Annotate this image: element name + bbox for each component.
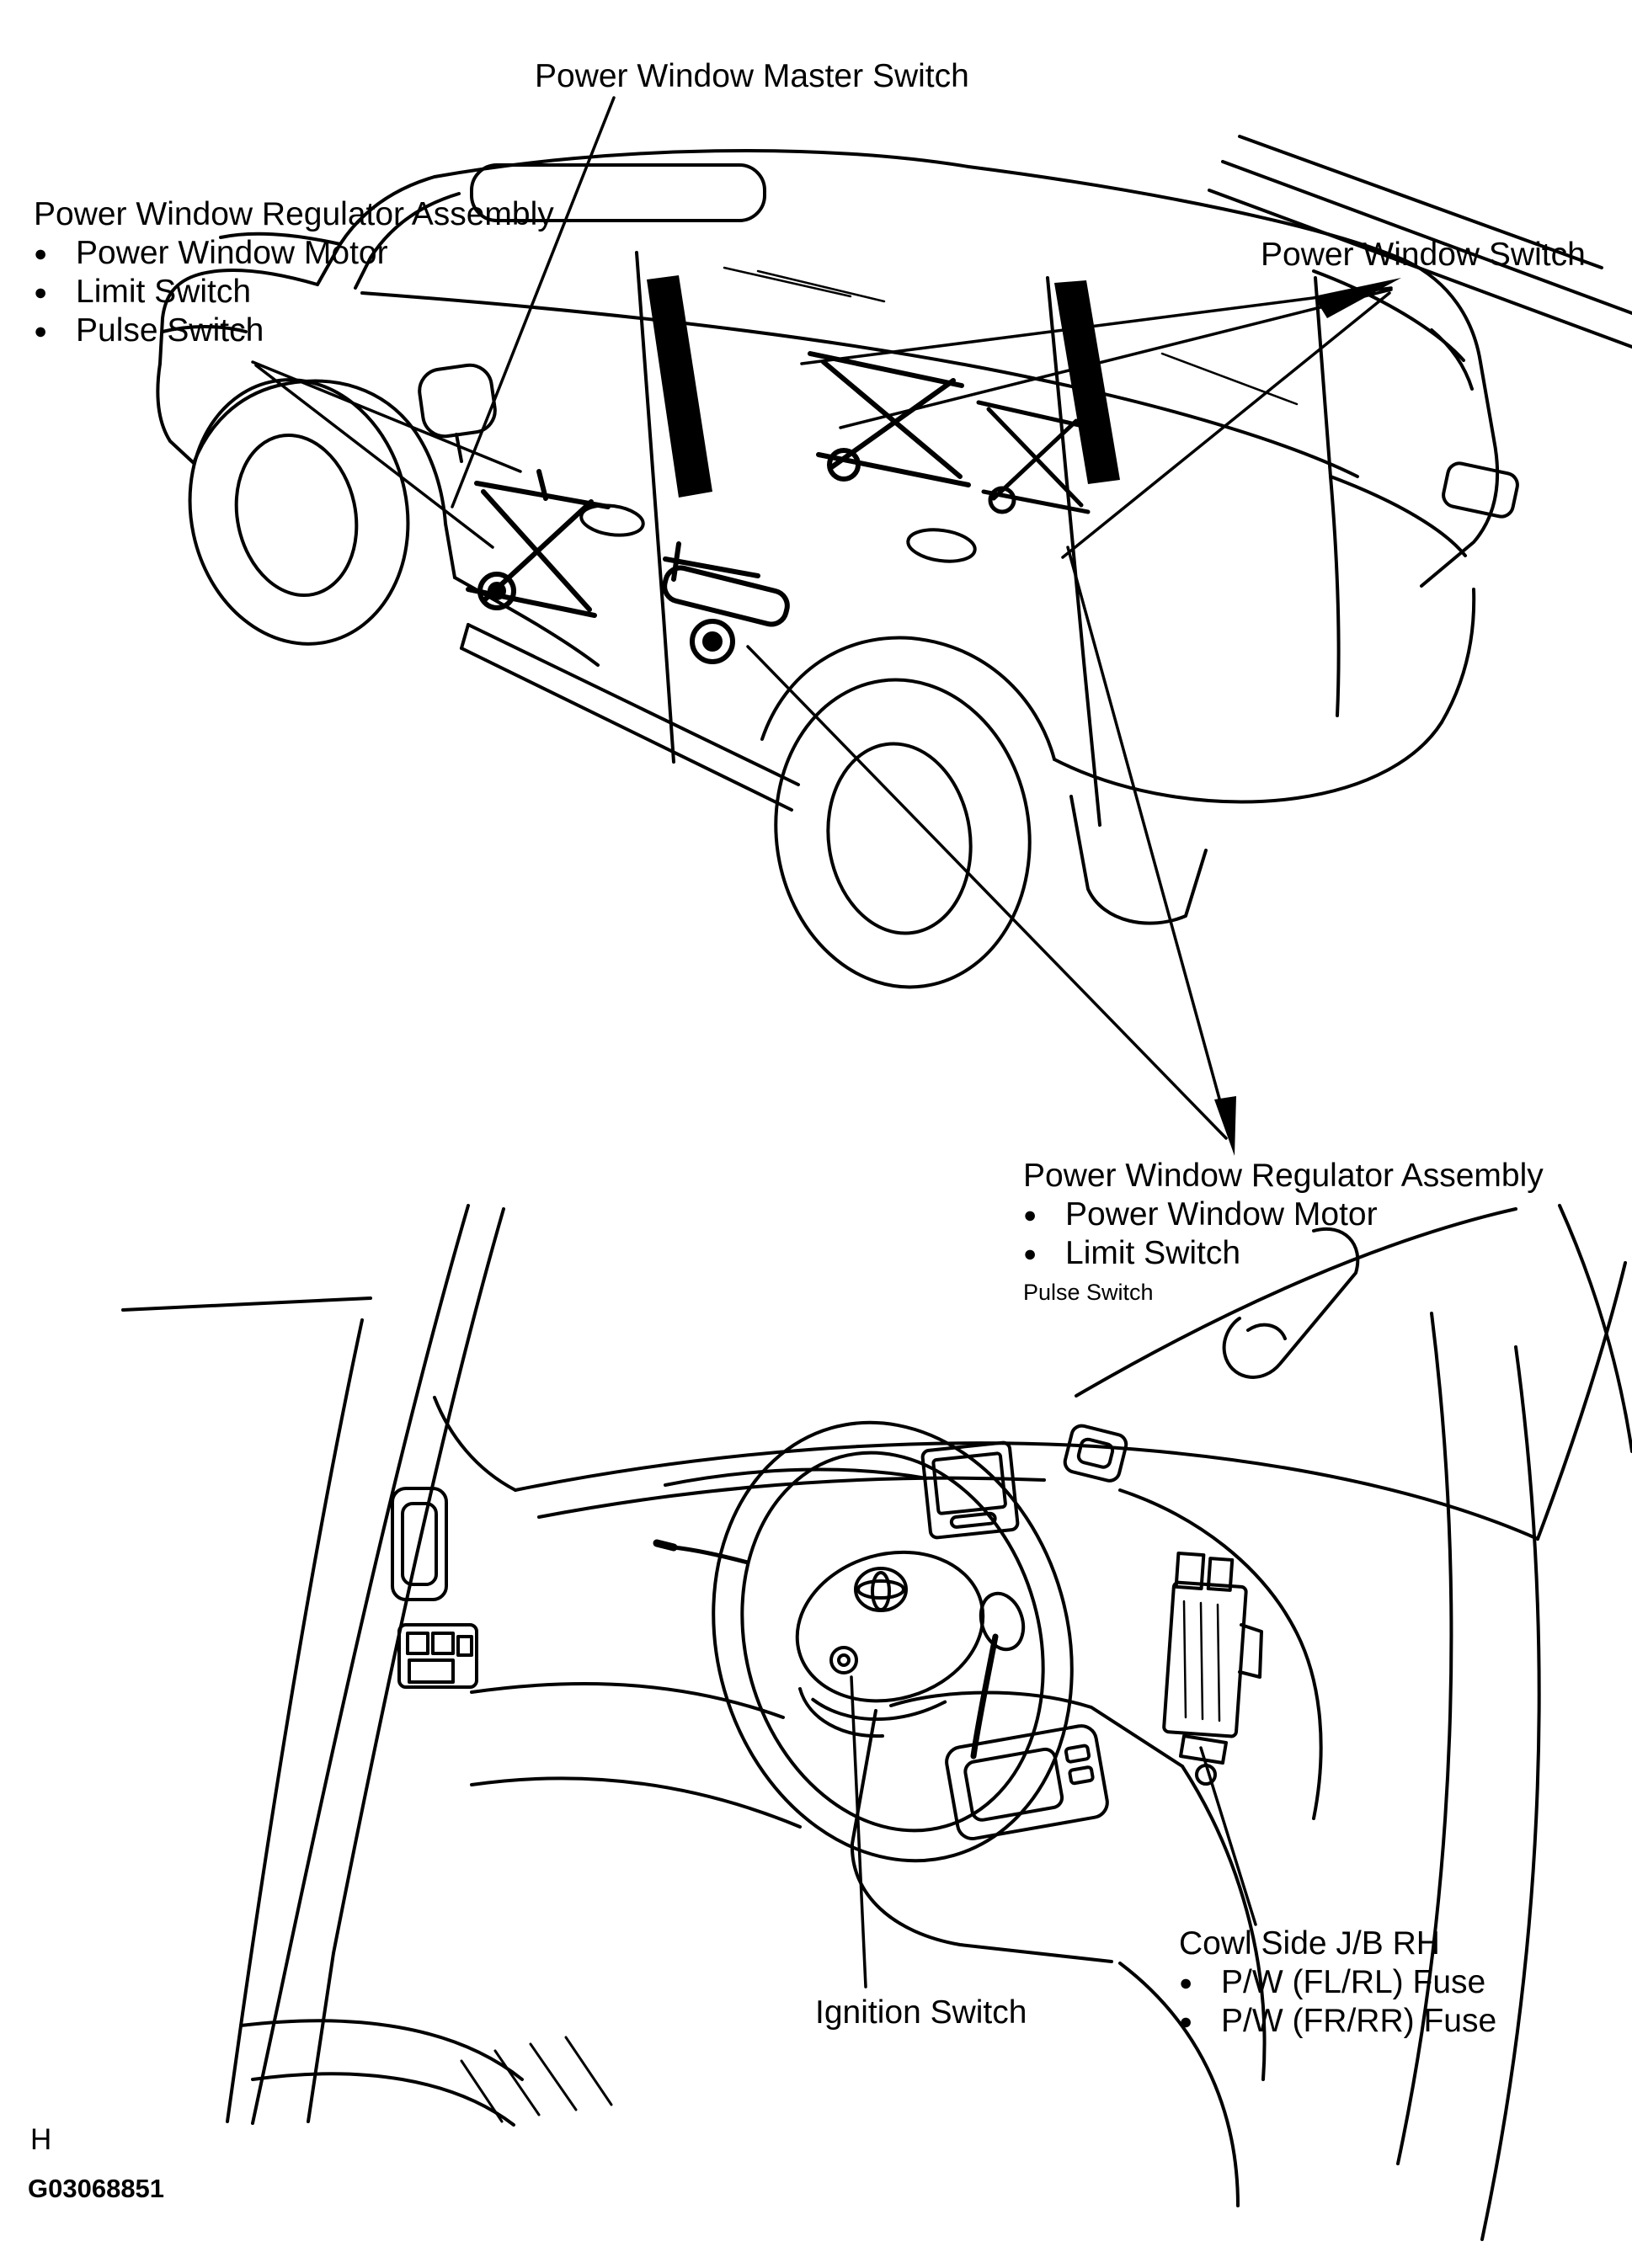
label-left-regulator-assembly — [34, 195, 554, 350]
dash-left-end — [435, 1398, 515, 1490]
toyota-logo-v — [872, 1573, 889, 1610]
shift-knob — [974, 1588, 1031, 1655]
door-top-line — [123, 1298, 371, 1310]
label-ignition-switch: Ignition Switch — [815, 1994, 1027, 2031]
dash-face-2 — [472, 1778, 800, 1827]
a-pillar-outer — [253, 1206, 468, 2123]
vehicle-interior-illustration — [123, 1206, 1632, 2239]
right-a-pillar-1 — [1560, 1206, 1632, 1451]
bullet-icon: ● — [1179, 1970, 1193, 1995]
rear-mudflap — [1071, 796, 1206, 924]
bullet-icon: ● — [1179, 2009, 1193, 2034]
dash-face-1 — [472, 1684, 783, 1717]
label-right-regulator-assembly — [1023, 1157, 1544, 1312]
bullet-item — [1023, 1273, 1544, 1312]
leader-window-switch-3 — [1063, 293, 1389, 557]
assist-grip-inner — [1248, 1325, 1285, 1339]
door-armrest-1 — [241, 2020, 522, 2079]
leader-cowl-jb — [1201, 1748, 1256, 1925]
leader-left-assembly-2 — [256, 365, 493, 547]
toyota-logo — [856, 1568, 906, 1610]
cowl-side-junction-block — [1164, 1553, 1261, 1784]
glass-line-3 — [1162, 354, 1297, 404]
bullet-item-label: Limit Switch — [1065, 1235, 1241, 1271]
console-top — [891, 1693, 1182, 1767]
label-power-window-master-switch: Power Window Master Switch — [535, 58, 969, 94]
switch-4 — [409, 1660, 453, 1682]
cowl-jb-title: Cowl Side J/B RH — [1179, 1925, 1440, 1962]
regulator-mechanism-rear-door-motor — [661, 544, 790, 662]
rear-wheel-arch — [762, 637, 1054, 759]
regulator-mechanism-quarter-window — [979, 402, 1088, 512]
leader-left-assembly-1 — [253, 362, 520, 471]
switch-1 — [408, 1633, 428, 1653]
bullet-item — [34, 273, 554, 311]
glass-line-2 — [758, 271, 884, 301]
bullet-icon: ● — [34, 318, 48, 343]
rear-wheel — [756, 663, 1049, 1004]
bullet-icon: ● — [1023, 1241, 1037, 1266]
sill-hatch-4 — [566, 2037, 611, 2105]
rear-door-handle — [906, 526, 977, 566]
door-frame-line — [227, 1320, 362, 2122]
shift-gate — [944, 1723, 1109, 1841]
defroster-vent — [1063, 1424, 1128, 1483]
ignition-key-cylinder — [831, 1648, 856, 1673]
bullet-item — [1023, 1234, 1544, 1273]
front-door-handle — [579, 502, 645, 539]
bullet-item-label: Pulse Switch — [76, 312, 264, 349]
bullet-icon: Pulse Switch — [1023, 1280, 1154, 1305]
shift-lever — [973, 1637, 995, 1756]
b-pillar — [647, 275, 712, 498]
label-power-window-switch: Power Window Switch — [1261, 237, 1586, 273]
quarter-seam — [1331, 476, 1339, 716]
right-door-frame-2 — [1482, 1347, 1539, 2239]
bullet-icon: ● — [1023, 1202, 1037, 1227]
rear-pillar-line — [1432, 330, 1472, 389]
front-wheel-hub — [222, 424, 371, 607]
leader-right-assembly-1 — [1068, 547, 1231, 1142]
label-cowl-side-jb — [1179, 1925, 1496, 2041]
sill-hatch-3 — [531, 2044, 576, 2110]
side-mirror — [417, 362, 498, 439]
rear-bumper — [1054, 722, 1442, 801]
figure-code: G03068851 — [28, 2174, 165, 2203]
defroster-vent-inner — [1077, 1438, 1114, 1468]
right-a-pillar-2 — [1538, 1263, 1625, 1539]
stalk-knob — [657, 1543, 674, 1547]
bullet-item-label: Power Window Motor — [1065, 1196, 1378, 1232]
dash-top — [515, 1443, 1538, 1539]
bullet-icon: ● — [34, 280, 48, 305]
bullet-item-label: P/W (FL/RL) Fuse — [1221, 1964, 1486, 2000]
turn-signal-stalk — [674, 1547, 748, 1563]
dash-right-edge — [1120, 1490, 1321, 1818]
bullet-item-label: P/W (FR/RR) Fuse — [1221, 2003, 1497, 2039]
roof-outline — [435, 151, 1497, 586]
assembly-title: Power Window Regulator Assembly — [1023, 1158, 1544, 1194]
rear-corner — [1442, 589, 1474, 722]
bullet-item-label: Power Window Motor — [76, 235, 388, 271]
fender-bottom — [445, 524, 455, 578]
regulator-mechanism-rear-door — [810, 354, 968, 485]
bullet-item — [34, 311, 554, 350]
leader-lines — [253, 98, 1401, 1987]
switch-2 — [433, 1633, 453, 1653]
rear-wheel-hub — [816, 734, 983, 942]
running-board-bottom — [461, 648, 792, 810]
toyota-logo-h — [858, 1581, 904, 1598]
bullet-item — [34, 234, 554, 273]
bullet-icon: ● — [34, 241, 48, 266]
arrowhead-right-assembly — [1214, 1096, 1236, 1156]
a-pillar-inner — [308, 1209, 504, 2122]
running-board-cap — [461, 625, 468, 648]
leader-right-assembly-2 — [748, 647, 1226, 1138]
bullet-item — [1023, 1195, 1544, 1234]
switch-3 — [458, 1637, 472, 1655]
glass-line-1 — [724, 268, 851, 296]
bullet-item-label: Limit Switch — [76, 274, 252, 310]
front-bumper — [157, 364, 194, 463]
page-letter: H — [30, 2123, 52, 2156]
bullet-item — [1179, 2002, 1496, 2041]
sill-hatch-2 — [495, 2051, 539, 2115]
bullet-item — [1179, 1963, 1496, 2002]
assembly-title: Power Window Regulator Assembly — [34, 196, 554, 232]
arrowhead-window-switch — [1314, 278, 1401, 318]
ignition-key-slot — [839, 1655, 849, 1665]
rear-lamp — [1442, 461, 1520, 519]
